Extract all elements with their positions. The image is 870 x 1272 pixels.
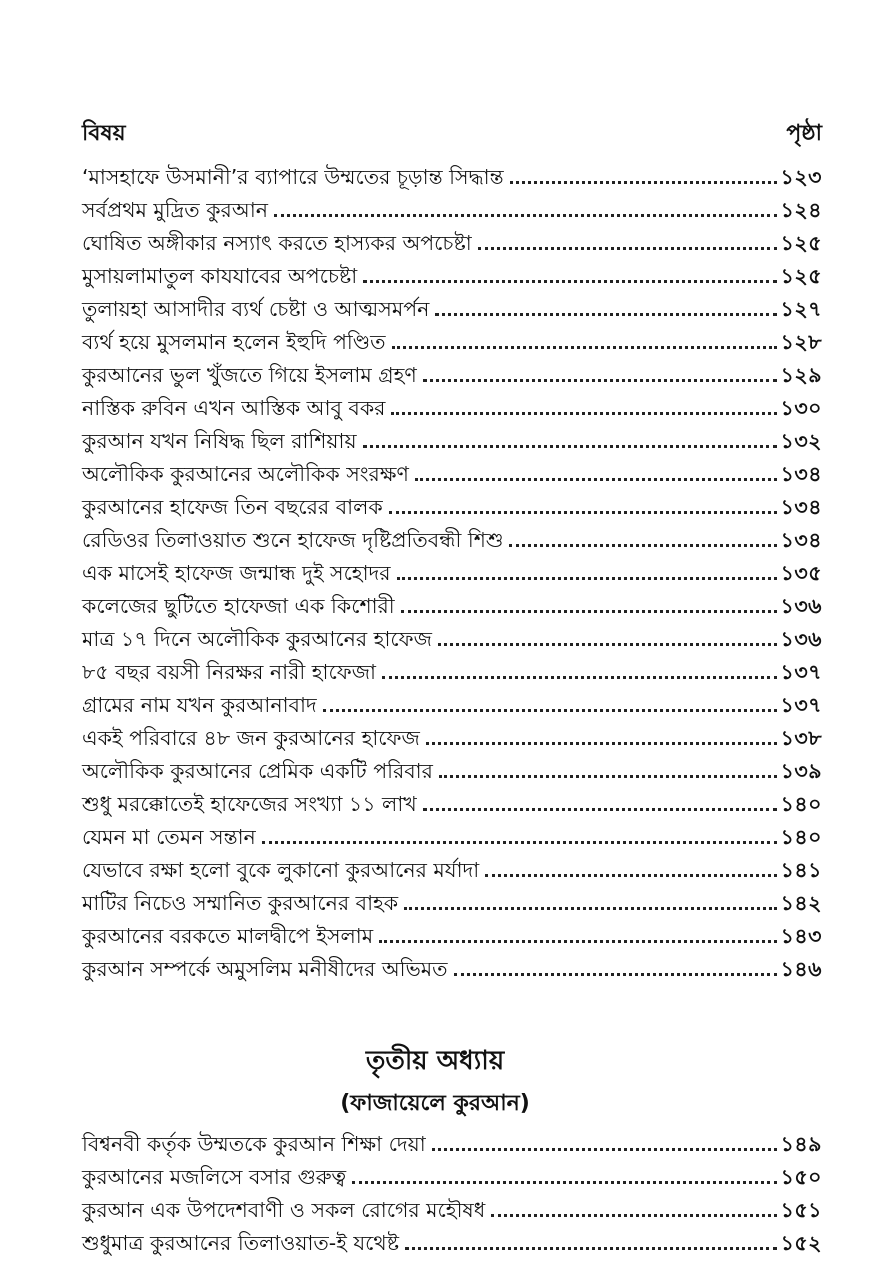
header-page-label: পৃষ্ঠা [786,120,822,146]
toc-entry [82,586,822,619]
entry-page-number: ১৩৪ [780,528,822,552]
dot-leader [439,775,777,778]
entry-title: যেমন মা তেমন সন্তান [82,825,256,849]
toc-entry [82,1157,822,1190]
entry-title: তুলায়হা আসাদীর ব্যর্থ চেষ্টা ও আত্মসমর্পন [82,297,430,321]
entry-page-number: ১৩৮ [780,726,822,750]
toc-entry [82,355,822,388]
toc-entry [82,718,822,751]
toc-entry [82,454,822,487]
entry-title: কুরআনের ভুল খুঁজতে গিয়ে ইসলাম গ্রহণ [82,363,417,387]
toc-entry [82,322,822,355]
toc-entry [82,949,822,982]
entry-title: শুধু মরক্কোতেই হাফেজের সংখ্যা ১১ লাখ [82,792,417,816]
dot-leader [405,1247,777,1250]
entry-title: যেভাবে রক্ষা হলো বুকে লুকানো কুরআনের মর্যাদা [82,858,480,882]
entry-title: মুসায়লামাতুল কাযযাবের অপচেষ্টা [82,264,358,288]
entry-title: ৮৫ বছর বয়সী নিরক্ষর নারী হাফেজা [82,660,376,684]
toc-entry [82,751,822,784]
toc-entry [82,421,822,454]
toc-entry [82,553,822,586]
entry-title: ব্যর্থ হয়ে মুসলমান হলেন ইহুদি পণ্ডিত [82,330,386,354]
entry-page-number: ১৩৬ [780,594,822,618]
entry-page-number: ১৪২ [780,891,822,915]
entry-title: বিশ্বনবী কর্তৃক উম্মতকে কুরআন শিক্ষা দেয়া [82,1132,426,1156]
dot-leader [323,709,777,712]
entry-page-number: ১৩০ [780,396,822,420]
dot-leader [435,313,776,316]
entry-title: এক মাসেই হাফেজ জন্মান্ধ দুই সহোদর [82,561,391,585]
dot-leader [423,808,777,811]
toc-entry [82,1223,822,1256]
dot-leader [382,676,777,679]
entry-page-number: ১২৯ [780,363,822,387]
dot-leader [426,742,777,745]
entry-title: গ্রামের নাম যখন কুরআনাবাদ [82,693,317,717]
toc-entry [82,520,822,553]
entry-title: একই পরিবারে ৪৮ জন কুরআনের হাফেজ [82,726,420,750]
entry-title: কলেজের ছুটিতে হাফেজা এক কিশোরী [82,594,395,618]
toc-entry [82,157,822,190]
dot-leader [274,214,777,217]
toc-entry [82,190,822,223]
dot-leader [509,544,776,547]
toc-entry [82,652,822,685]
dot-leader [423,379,777,382]
entry-page-number: ১২৭ [780,297,822,321]
dot-leader [352,1181,776,1184]
entry-title: কুরআনের মজলিসে বসার গুরুত্ব [82,1165,347,1189]
entry-page-number: ১৪৬ [780,957,822,981]
entry-page-number: ১২৫ [780,231,822,255]
entry-page-number: ১২৩ [780,165,822,189]
dot-leader [401,610,777,613]
dot-leader [379,940,776,943]
dot-leader [397,577,777,580]
toc-header [82,114,822,154]
dot-leader [415,478,777,481]
toc-entry [82,1124,822,1157]
dot-leader [510,181,777,184]
entry-title: মাটির নিচেও সম্মানিত কুরআনের বাহক [82,891,399,915]
entry-title: মাত্র ১৭ দিনে অলৌকিক কুরআনের হাফেজ [82,627,432,651]
entry-title: শুধুমাত্র কুরআনের তিলাওয়াত-ই যথেষ্ট [82,1231,399,1255]
entry-title: নাস্তিক রুবিন এখন আস্তিক আবু বকর [82,396,386,420]
entry-page-number: ১২৪ [780,198,822,222]
entry-page-number: ১৪১ [780,858,822,882]
toc-entry [82,1190,822,1223]
entry-page-number: ১৩৪ [780,462,822,486]
entry-title: কুরআনের বরকতে মালদ্বীপে ইসলাম [82,924,374,948]
toc-entry [82,619,822,652]
dot-leader [404,907,776,910]
toc-entry [82,223,822,256]
entry-title: ঘোষিত অঙ্গীকার নস্যাৎ করতে হাস্যকর অপচেষ্টা [82,231,472,255]
dot-leader [392,346,777,349]
dot-leader [454,973,777,976]
toc-entry [82,289,822,322]
entry-page-number: ১৫২ [780,1231,822,1255]
toc-list-part-2 [82,157,822,982]
toc-entry [82,685,822,718]
entry-page-number: ১৩৭ [780,693,822,717]
entry-page-number: ১৩৭ [780,660,822,684]
entry-page-number: ১৫১ [780,1198,822,1222]
header-subject-label: বিষয় [82,120,126,146]
entry-title: ‘মাসহাফে উসমানী’র ব্যাপারে উম্মতের চূড়ান্ত সিদ্ধান্ত [82,165,504,189]
dot-leader [432,1148,777,1151]
entry-page-number: ১৩৬ [780,627,822,651]
toc-entry [82,850,822,883]
entry-title: অলৌকিক কুরআনের অলৌকিক সংরক্ষণ [82,462,409,486]
dot-leader [491,1214,776,1217]
entry-title: সর্বপ্রথম মুদ্রিত কুরআন [82,198,268,222]
entry-page-number: ১৩৫ [780,561,822,585]
dot-leader [363,445,777,448]
dot-leader [391,412,776,415]
dot-leader [478,247,777,250]
entry-page-number: ১৪৩ [780,924,822,948]
dot-leader [438,643,777,646]
entry-title: অলৌকিক কুরআনের প্রেমিক একটি পরিবার [82,759,433,783]
toc-list-chapter-3 [82,1124,822,1256]
toc-entry [82,916,822,949]
entry-title: কুরআনের হাফেজ তিন বছরের বালক [82,495,383,519]
entry-page-number: ১৪০ [780,792,822,816]
entry-page-number: ১৪০ [780,825,822,849]
chapter-subtitle: (ফাজায়েলে কুরআন) [340,1091,530,1116]
entry-page-number: ১২৮ [780,330,822,354]
entry-page-number: ১৩৯ [780,759,822,783]
toc-entry [82,817,822,850]
entry-page-number: ১৩৪ [780,495,822,519]
dot-leader [485,874,776,877]
entry-title: রেডিওর তিলাওয়াত শুনে হাফেজ দৃষ্টিপ্রতিবন্ধী শিশু [82,528,504,552]
dot-leader [262,841,777,844]
toc-entry [82,883,822,916]
chapter-title: তৃতীয় অধ্যায় [365,1046,505,1076]
toc-entry [82,388,822,421]
entry-page-number: ১৪৯ [780,1132,822,1156]
toc-entry [82,784,822,817]
entry-title: কুরআন এক উপদেশবাণী ও সকল রোগের মহৌষধ [82,1198,486,1222]
entry-page-number: ১২৫ [780,264,822,288]
entry-title: কুরআন যখন নিষিদ্ধ ছিল রাশিয়ায় [82,429,357,453]
toc-entry [82,256,822,289]
entry-title: কুরআন সম্পর্কে অমুসলিম মনীষীদের অভিমত [82,957,448,981]
entry-page-number: ১৩২ [780,429,822,453]
toc-entry [82,487,822,520]
dot-leader [363,280,776,283]
entry-page-number: ১৫০ [780,1165,822,1189]
dot-leader [389,511,777,514]
